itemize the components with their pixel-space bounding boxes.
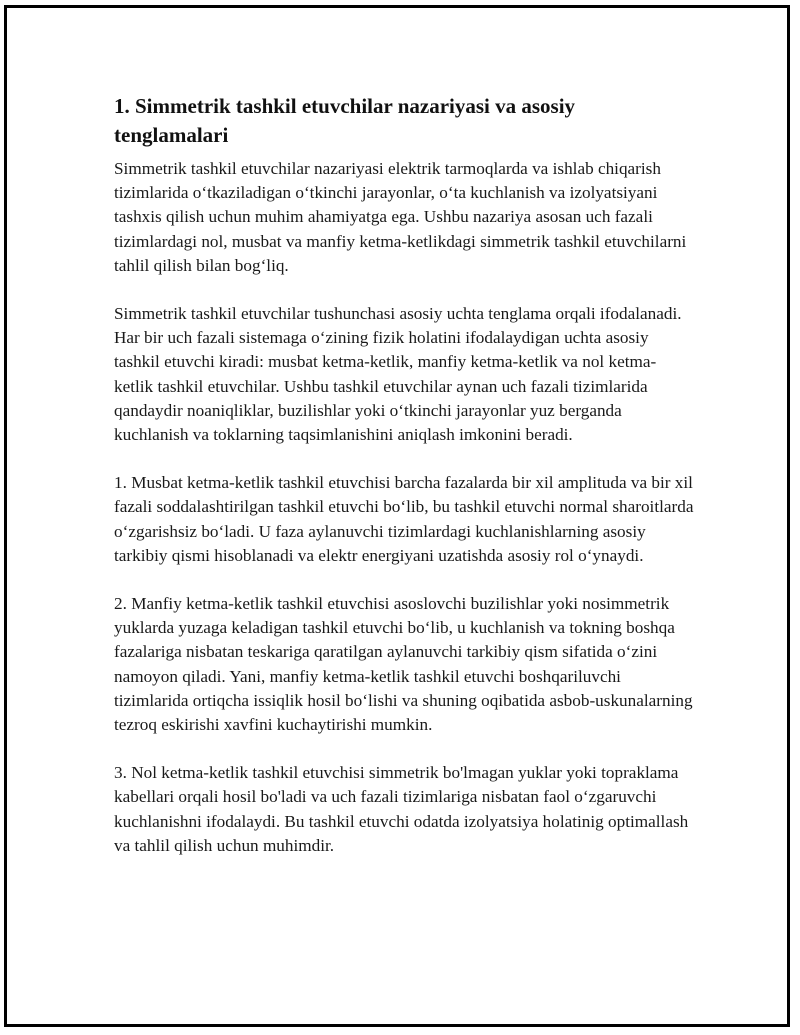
paragraph-zero-sequence: 3. Nol ketma-ketlik tashkil etuvchisi simmetrik bo'lmagan yuklar yoki topraklama kabellari orqali hosil bo'ladi va uch fazali tizimlariga nisbatan faol o‘zgaruvchi kuchlanishni ifodalaydi. Bu tashkil etuvchi odatda izolyatsiya holatinig optimallash va tahlil qilish uchun muhimdir. [114, 763, 689, 855]
section-title: 1. Simmetrik tashkil etuvchilar nazariyasi va asosiy tenglamalari [114, 94, 576, 147]
document-body [114, 92, 694, 882]
paragraph-concept: Simmetrik tashkil etuvchilar tushunchasi asosiy uchta tenglama orqali ifodalanadi. Har bir uch fazali sistemaga o‘zining fizik holatini ifodalaydigan uchta asosiy tashkil etuvchi kiradi: musbat ketma-ketlik, manfiy ketma-ketlik va nol ketma-ketlik tashkil etuvchilar. Ushbu tashkil etuvchilar aynan uch fazali tizimlarida qandaydir noaniqliklar, buzilishlar yoki o‘tkinchi jarayonlar yuz berganda kuchlanish va toklarning taqsimlanishini aniqlash imkonini beradi. [114, 304, 682, 445]
paragraph-positive-sequence: 1. Musbat ketma-ketlik tashkil etuvchisi barcha fazalarda bir xil amplituda va bir xil fazali soddalashtirilgan tashkil etuvchi bo‘lib, bu tashkil etuvchi normal sharoitlarda o‘zgarishsiz bo‘ladi. U faza aylanuvchi tizimlardagi kuchlanishlarning asosiy tarkibiy qismi hisoblanadi va elektr energiyani uzatishda asosiy rol o‘ynaydi. [114, 473, 694, 565]
paragraph-negative-sequence: 2. Manfiy ketma-ketlik tashkil etuvchisi asoslovchi buzilishlar yoki nosimmetrik yuklarda yuzaga keladigan tashkil etuvchi bo‘lib, u kuchlanish va tokning boshqa fazalariga nisbatan teskariga qaratilgan aylanuvchi tarkibiy qism sifatida o‘zini namoyon qiladi. Yani, manfiy ketma-ketlik tashkil etuvchi boshqariluvchi tizimlarida ortiqcha issiqlik hosil bo‘lishi va shuning oqibatida asbob-uskunalarning tezroq eskirishi xavfini kuchaytirishi mumkin. [114, 594, 693, 735]
paragraph-intro: Simmetrik tashkil etuvchilar nazariyasi elektrik tarmoqlarda va ishlab chiqarish tizimlarida o‘tkaziladigan o‘tkinchi jarayonlar, o‘ta kuchlanish va izolyatsiyani tashxis qilish uchun muhim ahamiyatga ega. Ushbu nazariya asosan uch fazali tizimlardagi nol, musbat va manfiy ketma-ketlikdagi simmetrik tashkil etuvchilarni tahlil qilish bilan bog‘liq. [114, 159, 687, 275]
